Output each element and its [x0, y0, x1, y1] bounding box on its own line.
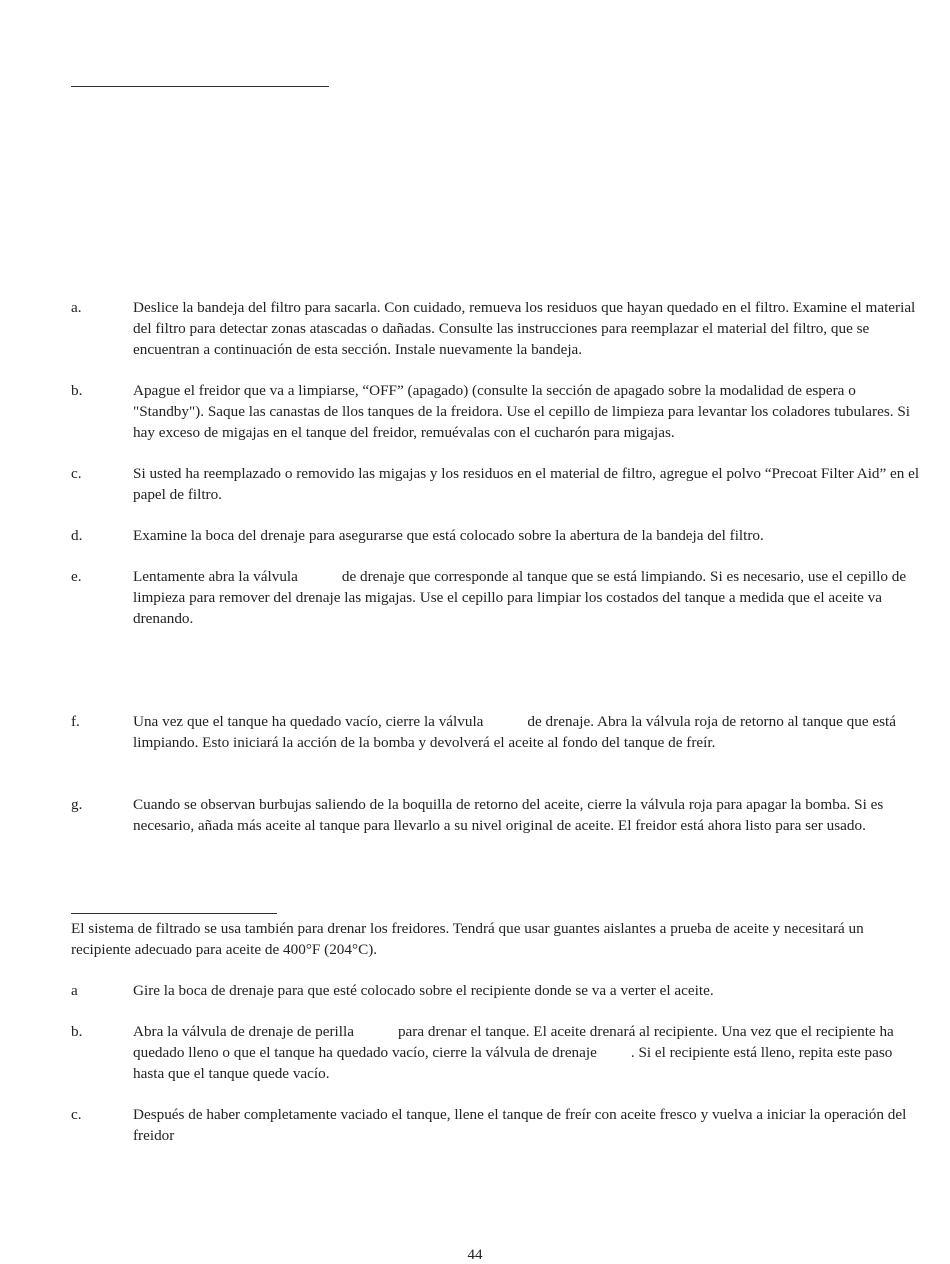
step-label: b.	[71, 382, 83, 399]
step-f	[71, 711, 921, 753]
step-text	[133, 711, 921, 753]
drain-step-a	[71, 980, 921, 1001]
step-text	[133, 566, 921, 629]
step-g	[71, 794, 921, 836]
drain-step-c	[71, 1104, 921, 1146]
step-text: Cuando se observan burbujas saliendo de la boquilla de retorno del aceite, cierre la válvula roja para apagar la bomba. Si es necesario, añada más aceite al tanque para llevarlo a su nivel original de aceite. El freidor está ahora listo para ser usado.	[133, 796, 884, 834]
page-number: 44	[467, 1247, 483, 1263]
step-text-after: de drenaje que corresponde al tanque que se está limpiando. Si es necesario, use el cepillo de limpieza para remover del drenaje las migajas. Use el cepillo para limpiar los costados del tanque a medida que el aceite va drenando.	[133, 568, 907, 627]
step-d	[71, 525, 921, 546]
step-text-before: Abra la válvula de drenaje de perilla	[133, 1023, 354, 1040]
drain-step-b	[71, 1021, 921, 1084]
step-e	[71, 566, 921, 629]
step-label: e.	[71, 568, 82, 585]
step-c	[71, 463, 921, 505]
step-text: Apague el freidor que va a limpiarse, “OFF” (apagado) (consulte la sección de apagado sobre la modalidad de espera o "Standby"). Saque las canastas de llos tanques de la freidora. Use el cepillo de limpieza para levantar los coladores tubulares. Si hay exceso de migajas en el tanque del freidor, remuévalas con el cucharón para migajas.	[133, 382, 911, 441]
step-text-before: Lentamente abra la válvula	[133, 568, 298, 585]
step-label: b.	[71, 1023, 83, 1040]
step-text: Examine la boca del drenaje para asegurarse que está colocado sobre la abertura de la bandeja del filtro.	[133, 527, 764, 544]
step-text: Deslice la bandeja del filtro para sacarla. Con cuidado, remueva los residuos que hayan quedado en el filtro. Examine el material del filtro para detectar zonas atascadas o dañadas. Consulte las instrucciones para reemplazar el material del filtro, que se encuentran a continuación de esta sección. Instale nuevamente la bandeja.	[133, 299, 916, 358]
step-a	[71, 297, 921, 360]
section-heading-rule	[71, 913, 277, 914]
step-text: Después de haber completamente vaciado el tanque, llene el tanque de freír con aceite fresco y vuelva a iniciar la operación del freidor	[133, 1106, 907, 1144]
step-label: d.	[71, 527, 83, 544]
step-text	[133, 1021, 921, 1084]
step-label: c.	[71, 1106, 82, 1123]
drain-intro-paragraph: El sistema de filtrado se usa también para drenar los freidores. Tendrá que usar guantes aislantes a prueba de aceite y necesitará un recipiente adecuado para aceite de 400°F (204°C).	[71, 920, 864, 958]
top-heading-rule	[71, 86, 329, 87]
step-label: a.	[71, 299, 82, 316]
step-label: c.	[71, 465, 82, 482]
step-text-before: Una vez que el tanque ha quedado vacío, cierre la válvula	[133, 713, 484, 730]
step-label: f.	[71, 713, 80, 730]
step-text-mid: para drenar el tanque. El aceite drenará al recipiente. Una vez que el recipiente ha quedado lleno o que el tanque ha quedado vacío, cierre la válvula de drenaje	[133, 1023, 894, 1061]
step-label: a	[71, 982, 78, 999]
step-text: Gire la boca de drenaje para que esté colocado sobre el recipiente donde se va a verter el aceite.	[133, 982, 714, 999]
step-text-after: . Si el recipiente está lleno, repita este paso hasta que el tanque quede vacío.	[133, 1044, 893, 1082]
step-b	[71, 380, 921, 443]
step-text: Si usted ha reemplazado o removido las migajas y los residuos en el material de filtro, agregue el polvo “Precoat Filter Aid” en el papel de filtro.	[133, 465, 920, 503]
step-text-after: de drenaje. Abra la válvula roja de retorno al tanque que está limpiando. Esto iniciará la acción de la bomba y devolverá el aceite al fondo del tanque de freír.	[133, 713, 896, 751]
step-label: g.	[71, 796, 83, 813]
